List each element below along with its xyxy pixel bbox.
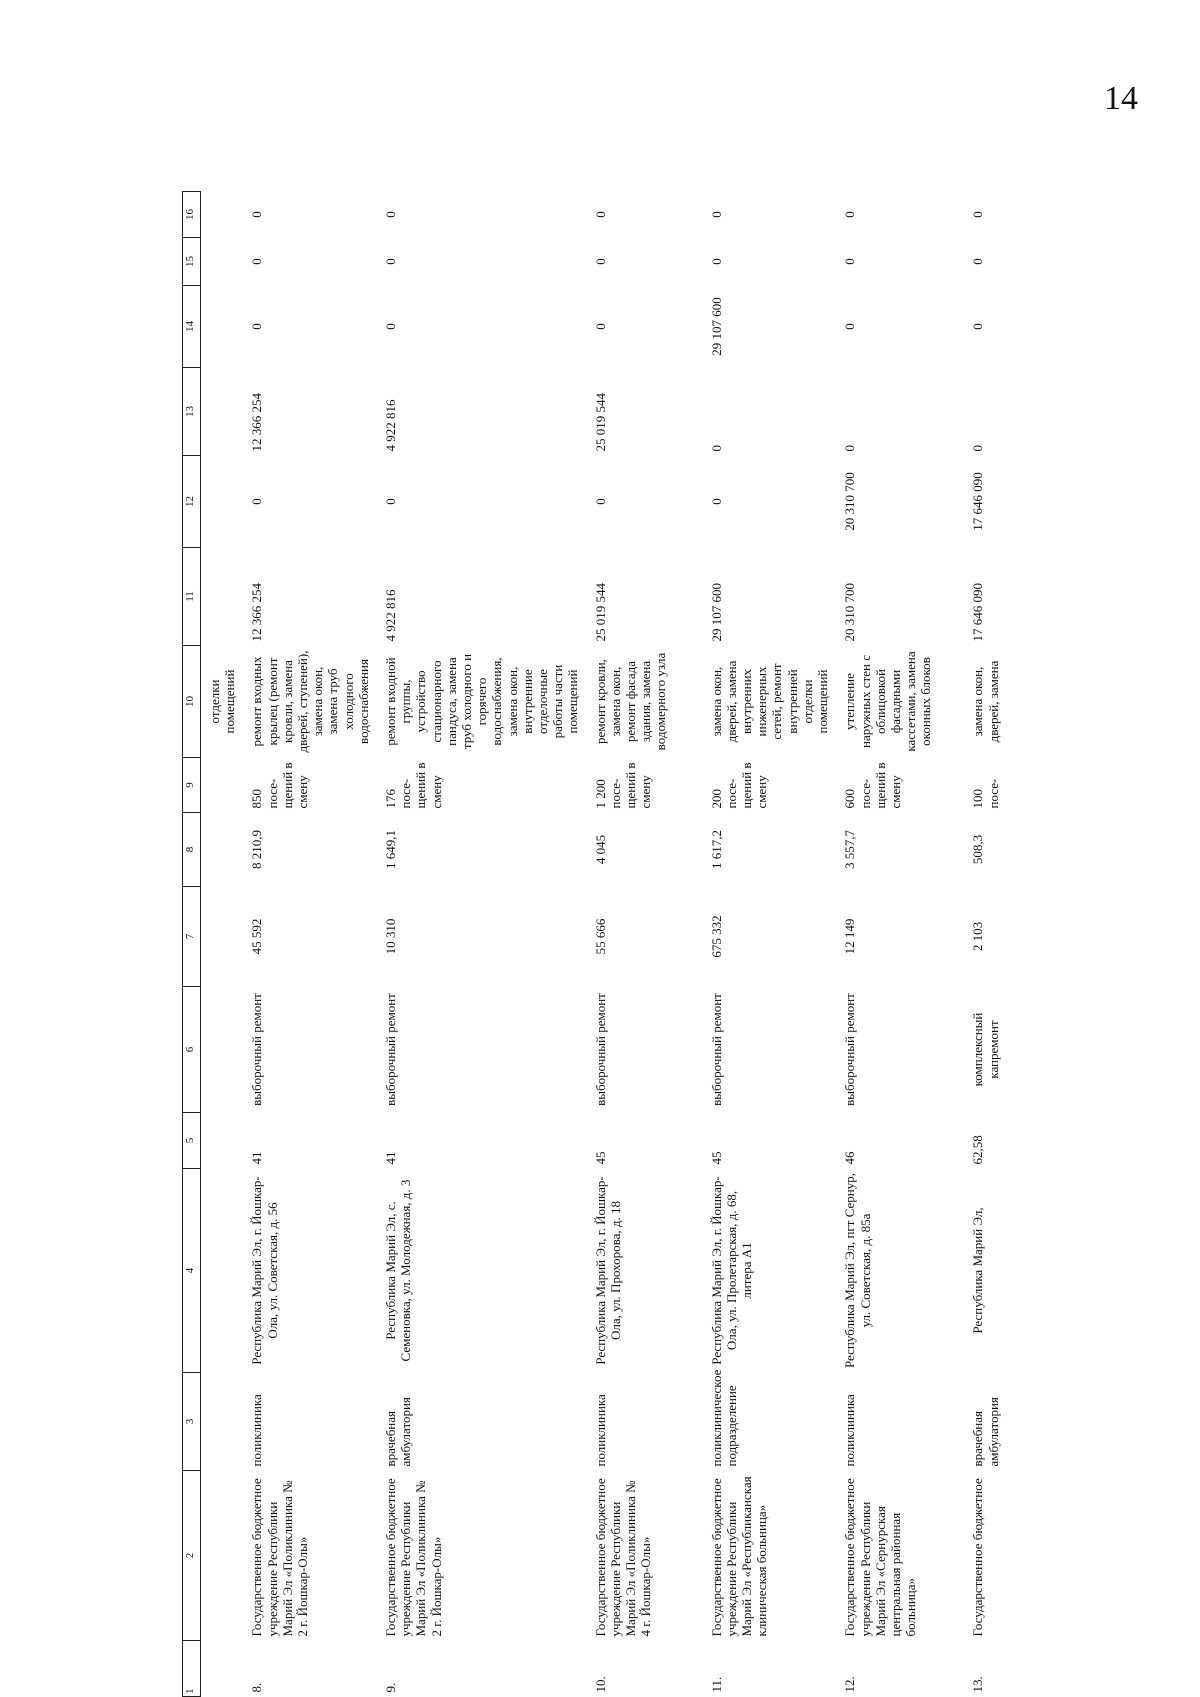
works-description: замена окон, дверей, замена (970, 660, 1001, 743)
cell-col-14: 0 (842, 323, 858, 330)
col-num-3: 3 (183, 1373, 201, 1471)
cell-col-13: 12 366 254 (249, 393, 265, 452)
col-num-5: 5 (183, 1113, 201, 1169)
repair-type: выборочный ремонт (383, 993, 399, 1106)
facility-address: Республика Марий Эл, г. Йошкар-Ола, ул. Прохорова, д. 18 (592, 1176, 623, 1365)
cell-col-8: 1 617,2 (708, 830, 724, 869)
capacity: 176 посе-щений в смену (383, 762, 444, 809)
col-num-14: 14 (183, 286, 201, 368)
table-row (836, 192, 964, 1697)
repair-type: выборочный ремонт (842, 993, 858, 1106)
cell-col-8: 8 210,9 (249, 830, 265, 869)
repair-objects-table (182, 191, 1024, 1697)
cell-col-8: 4 045 (592, 834, 608, 865)
cell-col-5: 41 (383, 1151, 399, 1165)
col-num-4: 4 (183, 1169, 201, 1373)
organization-name: Государственное бюджетное учреждение Республики Марий Эл «Сернурская центральная районная больница» (842, 1478, 919, 1637)
cell-col-16: 0 (708, 211, 724, 218)
organization-name: Государственное бюджетное учреждение Республики Марий Эл «Республиканская клиническая больница» (708, 1476, 770, 1637)
table-row (377, 192, 587, 1697)
works-description: ремонт входных крылец (ремонт кровли, замена дверей, ступеней), замена окон, замена труб холодного водоснабжения (249, 650, 371, 753)
cell-col-7: 10 310 (383, 918, 399, 955)
facility-type: поликлиника (592, 1394, 608, 1467)
cell-col-15: 0 (842, 258, 858, 265)
cell-col-12: 0 (708, 498, 724, 505)
cell-col-8: 508,3 (970, 834, 986, 865)
cell-col-14: 0 (249, 323, 265, 330)
col-num-9: 9 (183, 758, 201, 813)
facility-type: поликлиническое подразделение (708, 1369, 739, 1467)
cell-col-14: 0 (592, 323, 608, 330)
col-num-11: 11 (183, 548, 201, 646)
row-number: 10. (592, 1676, 608, 1693)
cell-col-12: 0 (249, 498, 265, 505)
cell-col-12: 17 646 090 (970, 472, 986, 531)
cell-col-15: 0 (592, 258, 608, 265)
cell-col-11: 20 310 700 (842, 583, 858, 642)
cell-col-13: 0 (970, 445, 986, 452)
facility-type: поликлиника (249, 1394, 265, 1467)
repair-type: выборочный ремонт (592, 993, 608, 1106)
col-num-6: 6 (183, 987, 201, 1113)
cell-col-8: 1 649,1 (383, 830, 399, 869)
works-description: утепление наружных стен с облицовкой фасадными кассетами, замена оконных блоков (842, 651, 934, 752)
cell-col-5: 62,58 (970, 1135, 986, 1165)
col-num-1: 1 (183, 1641, 201, 1697)
col-num-2: 2 (183, 1471, 201, 1641)
cell-col-7: 675 332 (708, 915, 724, 958)
organization-name: Государственное бюджетное учреждение Республики Марий Эл «Поликлиника № 2 г. Йошкар-Олы» (249, 1478, 311, 1637)
cell-col-8: 3 557,7 (842, 830, 858, 869)
continuation-text: отделки помещений (207, 669, 238, 734)
cell-col-11: 25 019 544 (592, 583, 608, 642)
cell-col-15: 0 (249, 258, 265, 265)
col-num-13: 13 (183, 368, 201, 456)
facility-type: врачебная амбулатория (383, 1397, 414, 1467)
cell-col-12: 0 (592, 498, 608, 505)
cell-col-13: 4 922 816 (383, 399, 399, 452)
row-number: 11. (708, 1676, 724, 1693)
cell-col-16: 0 (249, 211, 265, 218)
cell-col-5: 45 (592, 1151, 608, 1165)
cell-col-11: 29 107 600 (708, 583, 724, 642)
cell-col-11: 12 366 254 (249, 583, 265, 642)
facility-type: врачебная амбулатория (970, 1397, 1001, 1467)
col-num-7: 7 (183, 887, 201, 987)
facility-address: Республика Марий Эл, г. Йошкар-Ола, ул. Советская, д. 56 (249, 1176, 280, 1365)
cell-col-16: 0 (842, 211, 858, 218)
cell-col-15: 0 (708, 258, 724, 265)
capacity: 200 посе-щений в смену (708, 762, 770, 809)
cell-col-16: 0 (383, 211, 399, 218)
table-row (587, 192, 703, 1697)
table-row (964, 192, 1024, 1697)
facility-type: поликлиника (842, 1394, 858, 1467)
facility-address: Республика Марий Эл, г. Йошкар-Ола, ул. Пролетарская, д. 68, литера А1 (708, 1176, 755, 1365)
cell-col-13: 0 (842, 445, 858, 452)
capacity: 850 посе-щений в смену (249, 762, 311, 809)
table-row (243, 192, 377, 1697)
cell-col-7: 55 666 (592, 918, 608, 955)
cell-col-7: 45 592 (249, 918, 265, 955)
col-num-16: 16 (183, 192, 201, 238)
col-num-10: 10 (183, 646, 201, 758)
table-row (703, 192, 837, 1697)
capacity: 600 посе-щений в смену (842, 762, 903, 809)
facility-address: Республика Марий Эл, пгт Сернур, ул. Советская, д. 85а (842, 1173, 873, 1368)
page-number: 14 (1104, 80, 1138, 117)
row-number: 12. (842, 1676, 858, 1693)
cell-col-14: 0 (970, 323, 986, 330)
cell-col-5: 41 (249, 1151, 265, 1165)
row-number: 13. (970, 1676, 986, 1693)
repair-type: выборочный ремонт (708, 993, 724, 1106)
cell-col-13: 25 019 544 (592, 393, 608, 452)
cell-col-5: 46 (842, 1151, 858, 1165)
capacity: 1 200 посе-щений в смену (592, 762, 654, 809)
cell-col-11: 17 646 090 (970, 583, 986, 642)
cell-col-14: 0 (383, 323, 399, 330)
row-number: 9. (383, 1682, 399, 1693)
cell-col-16: 0 (970, 211, 986, 218)
cell-col-16: 0 (592, 211, 608, 218)
cell-col-5: 45 (708, 1151, 724, 1165)
capacity: 100 посе- (970, 778, 1001, 809)
column-number-row (183, 192, 201, 1697)
cell-col-7: 12 149 (842, 918, 858, 955)
cell-col-15: 0 (970, 258, 986, 265)
repair-type: комплексный капремонт (970, 1012, 1001, 1087)
works-description: ремонт входной группы, устройство стационарного пандуса, замена труб холодного и горячего водоснабжения, замена окон, внутренние отделочные работы части помещений (383, 653, 581, 750)
works-description: ремонт кровли, замена окон, ремонт фасада здания, замена водомерного узла (592, 652, 669, 751)
cell-col-7: 2 103 (970, 921, 986, 952)
rotated-table-wrapper (182, 192, 1001, 1697)
continuation-row (201, 192, 244, 1697)
organization-name: Государственное бюджетное учреждение Республики Марий Эл «Поликлиника № 4 г. Йошкар-Олы» (592, 1478, 654, 1637)
col-num-15: 15 (183, 238, 201, 286)
works-description: замена окон, дверей, замена внутренних инженерных сетей, ремонт внутренней отделки помещений (708, 660, 831, 743)
facility-address: Республика Марий Эл, (970, 1207, 986, 1334)
cell-col-13: 0 (708, 445, 724, 452)
cell-col-14: 29 107 600 (708, 297, 724, 356)
organization-name: Государственное бюджетное (970, 1478, 986, 1637)
row-number: 8. (249, 1682, 265, 1693)
col-num-12: 12 (183, 456, 201, 548)
cell-col-11: 4 922 816 (383, 589, 399, 642)
cell-col-12: 20 310 700 (842, 472, 858, 531)
cell-col-15: 0 (383, 258, 399, 265)
cell-col-12: 0 (383, 498, 399, 505)
repair-type: выборочный ремонт (249, 993, 265, 1106)
organization-name: Государственное бюджетное учреждение Республики Марий Эл «Поликлиника № 2 г. Йошкар-Олы» (383, 1478, 444, 1637)
facility-address: Республика Марий Эл, с. Семеновка, ул. Молодежная, д. 3 (383, 1179, 414, 1362)
col-num-8: 8 (183, 813, 201, 887)
